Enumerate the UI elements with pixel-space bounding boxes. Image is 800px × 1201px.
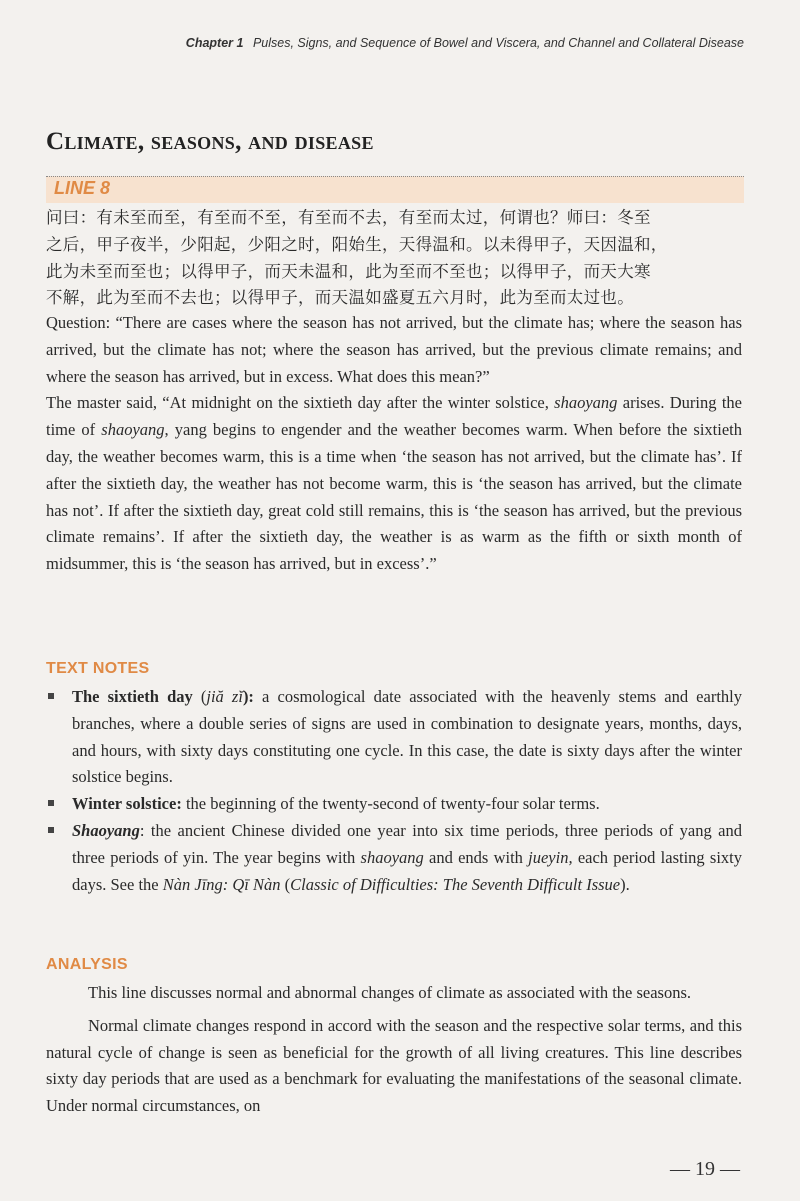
- note-term: Shaoyang: [72, 820, 140, 840]
- bullet-icon: [48, 693, 54, 699]
- note-text: (: [192, 687, 207, 706]
- chinese-line: 此为未至而至也；以得甲子，而天未温和，此为至而不至也；以得甲子，而天大寒: [46, 261, 651, 281]
- note-text: ).: [620, 874, 630, 894]
- chinese-original-text: [46, 205, 746, 312]
- bullet-icon: [48, 827, 54, 833]
- note-italic: jueyin,: [528, 847, 573, 867]
- chapter-title: Pulses, Signs, and Sequence of Bowel and Viscera, and Channel and Collateral Disease: [252, 36, 744, 50]
- question-paragraph: Question: “There are cases where the season has not arrived, but the climate has; where the season has arrived, but the climate has not; where the season has arrived, but the previous climate remains; and where the season has arrived, but in excess. What does this mean?”: [46, 313, 742, 386]
- page-number: — 19 —: [670, 1158, 740, 1180]
- note-text: and ends with: [423, 847, 529, 867]
- answer-text: The master said, “At midnight on the sixtieth day after the winter solstice,: [46, 393, 555, 413]
- line-label: LINE 8: [54, 178, 111, 198]
- note-item: [46, 818, 742, 898]
- answer-term: shaoyang: [554, 393, 618, 413]
- note-item: [46, 684, 742, 791]
- analysis-paragraph: This line discusses normal and abnormal changes of climate as associated with the seasons.: [88, 983, 692, 1002]
- text-notes-heading: TEXT NOTES: [46, 660, 150, 677]
- note-text: a cosmological date associated with the heavenly stems and earthly branches, where a double series of signs are used in combination to designate years, months, days, and hours, with sixty days constituting one cycle. In this case, the date is sixty days after the winter solstice begins.: [72, 687, 742, 787]
- line-header: [46, 176, 744, 203]
- chinese-line: 问曰：有未至而至，有至而不至，有至而不去，有至而太过，何谓也？师曰：冬至: [46, 208, 651, 227]
- analysis-paragraph: Normal climate changes respond in accord with the season and the respective solar terms, and this natural cycle of change is seen as beneficial for the growth of all living creatures. This line describes sixty day periods that are used as a benchmark for evaluating the manifestations of the seasonal climate. Under normal circumstances, on: [46, 1015, 742, 1116]
- chapter-label: Chapter 1: [185, 36, 244, 50]
- note-text: each period lasting sixty days. See the: [72, 847, 742, 894]
- text-notes-list: [46, 684, 742, 898]
- note-text: (: [280, 874, 291, 894]
- section-title: Climate, seasons, and disease: [46, 128, 374, 155]
- analysis-block: [46, 980, 742, 1120]
- translation-block: [46, 310, 742, 578]
- chinese-line: 之后，甲子夜半，少阳起，少阳之时，阳始生，天得温和。以未得甲子，天因温和，: [46, 234, 668, 254]
- analysis-heading: ANALYSIS: [46, 956, 128, 973]
- note-text: ):: [242, 687, 254, 706]
- answer-term: shaoyang: [101, 420, 165, 440]
- note-term: The sixtieth day: [72, 687, 193, 706]
- note-italic: Classic of Difficulties: The Seventh Difficult Issue: [290, 874, 621, 894]
- answer-text: arises. During the time of: [46, 393, 742, 440]
- chinese-line: 不解，此为至而不去也；以得甲子，而天温如盛夏五六月时，此为至而太过也。: [46, 288, 634, 308]
- answer-paragraph: [46, 390, 742, 578]
- answer-text: , yang begins to engender and the weather becomes warm. When before the sixtieth day, the weather becomes warm, this is a time when ‘the season has not arrived, but the climate has’. If after the sixtieth day, the weather has not become warm, this is ‘the season has arrived, but the climate has not’. If after the sixtieth day, great cold still remains, this is ‘the season has arrived, but the previous climate remains’. If after the sixtieth day, the weather is as warm as the fifth or sixth month of midsummer, this is ‘the season has arrived, but in excess’.”: [46, 420, 742, 574]
- running-head: [60, 36, 744, 50]
- note-text: : the ancient Chinese divided one year into six time periods, three periods of yang and three periods of yin. The year begins with: [72, 820, 742, 867]
- note-pinyin: jiă zĭ: [206, 687, 243, 706]
- note-text: the beginning of the twenty-second of twenty-four solar terms.: [181, 794, 600, 814]
- note-item: [46, 791, 742, 818]
- bullet-icon: [48, 800, 54, 806]
- note-term: Winter solstice:: [72, 794, 182, 814]
- note-italic: Nàn Jīng: Qī Nàn: [162, 874, 281, 894]
- note-italic: shaoyang: [360, 847, 424, 867]
